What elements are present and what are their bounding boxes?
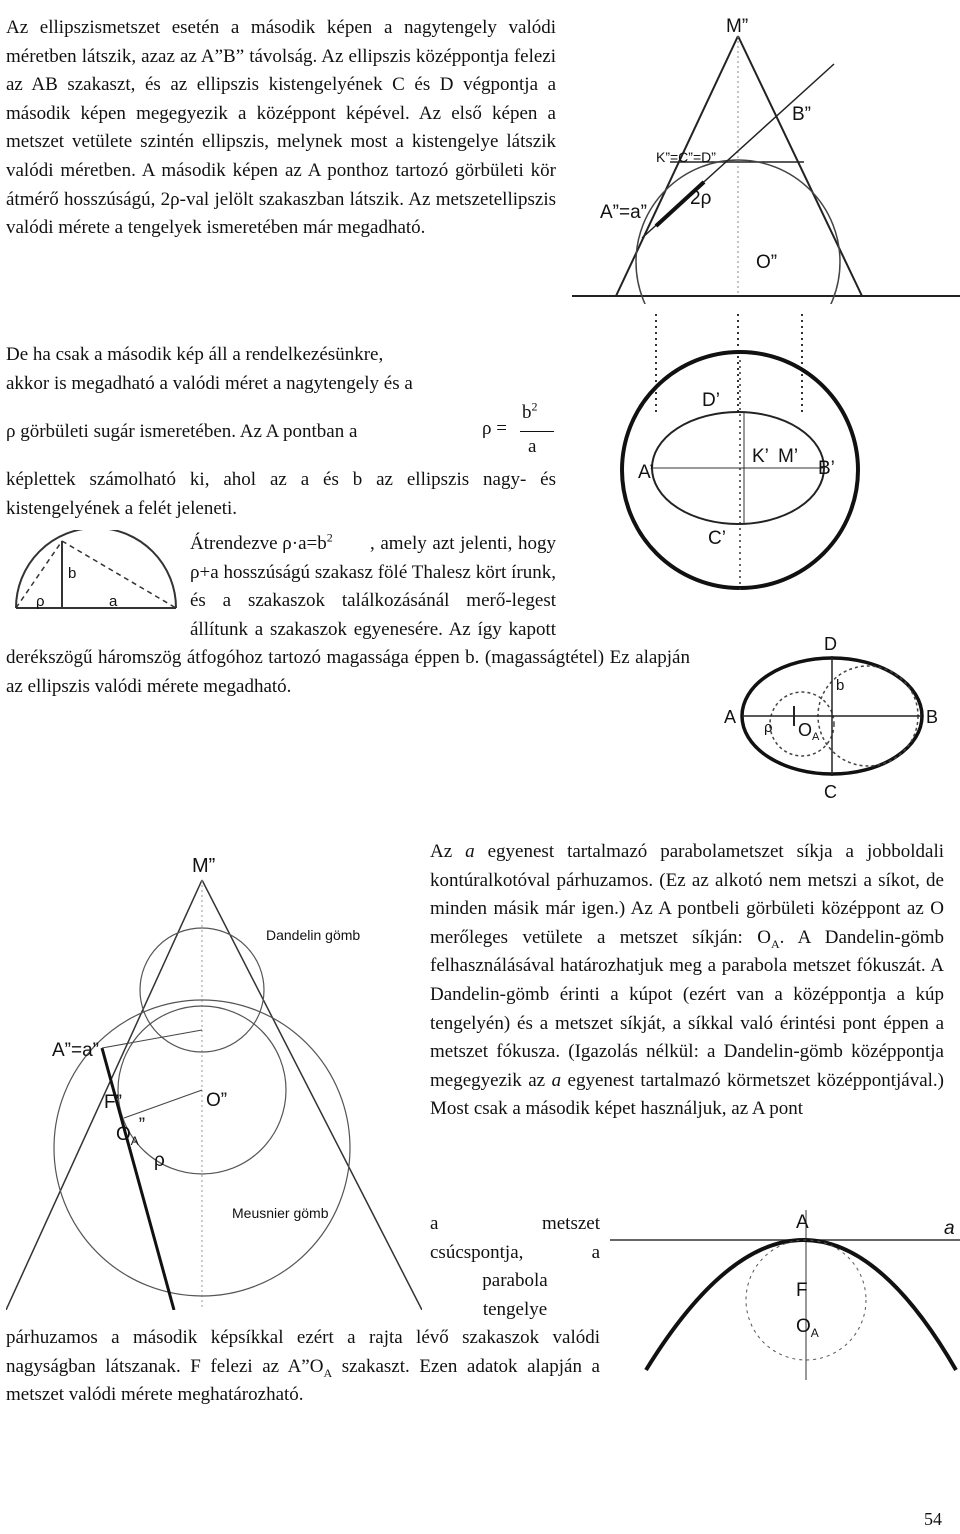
ellipse-section-cone-figure — [572, 4, 960, 304]
page-number: 54 — [924, 1509, 942, 1529]
short-line-3: parabola — [482, 1270, 548, 1292]
curvature-line1: De ha csak a második kép áll a rendelkezésünkre, — [6, 344, 384, 365]
parabola-text-c: . A Dandelin-gömb felhasználásával határozhatjuk meg a parabola metszet fókuszát. A Dandelin-gömb érinti a kúpot (ezért van a középpontja a kúp tengelyén) és a metszet síkját, a síkkal való érintési pont éppen a metszet fókusza. (Igazolás nélkül: a Dandelin-gömb középpontja megegyezik az — [430, 926, 944, 1091]
label-A: A”=a” — [52, 1040, 99, 1061]
short-line-4: tengelye — [482, 1298, 548, 1320]
label-2rho: 2ρ — [690, 188, 712, 209]
label-OA-main: O — [796, 1316, 811, 1337]
label-B: B’ — [818, 458, 835, 479]
curvature-line3 — [6, 418, 426, 447]
curvature-line3-text: ρ görbületi sugár ismeretében. Az A pontban a — [6, 421, 358, 442]
label-A: A — [724, 707, 737, 727]
label-D: D — [824, 634, 837, 654]
rearrange-exponent: 2 — [326, 530, 333, 545]
parabola-end-sub: A — [323, 1365, 333, 1380]
float-spacer — [6, 530, 190, 616]
label-b: b — [836, 677, 845, 694]
formula-numerator — [522, 399, 538, 424]
paragraph-ellipse-intro — [6, 14, 556, 243]
parabola-short-lines — [430, 1210, 600, 1324]
label-OA — [796, 1316, 819, 1340]
formula-lhs: ρ = — [482, 418, 507, 439]
formula-rho — [480, 398, 560, 468]
label-a: a — [944, 1218, 955, 1239]
label-A: A”=a” — [600, 202, 647, 223]
curvature-radius-line — [102, 1030, 202, 1048]
label-K: K”=C”=D” — [656, 149, 716, 165]
label-M: M” — [726, 16, 749, 37]
label-OA — [798, 720, 820, 743]
parabola-axis-a — [102, 1048, 174, 1310]
label-OA-main: O — [116, 1124, 131, 1145]
label-OA-sub: A — [130, 1134, 139, 1148]
paragraph-ellipse-intro-text: Az ellipszismetszet esetén a második képen a nagytengely valódi méretben látszik, azaz az A”B” távolság. Az ellipszis középpontja felezi az AB szakaszt, és az ellipszis kistengelyének C és D végpontja a második képen megegyezik a középpont képével. Az első képen a metszet vetülete szintén ellipszis, melynek most a kistengelye látszik valódi méretben. A második képen az A ponthoz tartozó görbületi kör átmérő hosszúságú, 2ρ-val jelölt szakaszban látszik. Az metszetellipszis valódi mérete a tengelyek ismeretében már megadható. — [6, 17, 556, 239]
true-size-ellipse-figure — [718, 628, 950, 806]
label-K: K’ — [752, 446, 769, 467]
paragraph-parabola — [430, 838, 944, 1124]
label-b: b — [68, 565, 77, 582]
parabola-true-size-figure — [610, 1200, 960, 1380]
label-C: C’ — [708, 528, 726, 549]
label-OA-sub: A — [810, 1326, 819, 1340]
paragraph-curvature — [6, 341, 556, 398]
rearrange-text-a: Átrendezve ρ·a=b — [190, 533, 327, 554]
cone-left-contour — [616, 36, 738, 296]
formula-denominator: a — [528, 436, 537, 457]
label-M: M” — [192, 855, 216, 877]
first-image-circle-figure — [620, 330, 920, 620]
short-line-2: csúcspontja, a — [430, 1241, 600, 1263]
paragraph-formula-explanation-text: képlettek számolható ki, ahol az a és b az ellipszis nagy- és kistengelyének a felét jeleneti. — [6, 469, 556, 519]
label-A: A’ — [638, 462, 654, 483]
parabola-italic-a2: a — [551, 1069, 562, 1091]
label-dandelin: Dandelin gömb — [266, 927, 361, 943]
label-rho: ρ — [154, 1150, 165, 1171]
label-M: M’ — [778, 446, 799, 467]
paragraph-parabola-end — [6, 1324, 600, 1410]
label-meusnier: Meusnier gömb — [232, 1205, 329, 1221]
formula-num-text: b — [522, 402, 532, 423]
label-A: A — [796, 1212, 809, 1233]
label-a: a — [109, 593, 118, 610]
label-C: C — [824, 782, 837, 802]
paragraph-formula-explanation — [6, 466, 556, 523]
cone-right-contour — [202, 880, 422, 1310]
parabola-section-cone-figure — [6, 840, 422, 1310]
parabola-text-a: Az — [430, 841, 466, 862]
parabola-end-text-a: párhuzamos a második képsíkkal ezért a rajta lévő szakaszok valódi nagyságban látszanak. F felezi az A”O — [6, 1327, 600, 1377]
focus-line — [124, 1090, 202, 1118]
label-F: F — [796, 1280, 808, 1301]
parabola-text-b: egyenest tartalmazó parabolametszet síkja a jobboldali kontúralkotóval párhuzamos. (Ez az alkotó nem metszi a síkot, de minden másik már igen.) Az A pontbeli görbületi középpont az O merőleges vetülete a metszet síkján: O — [430, 841, 944, 948]
parabola-sub-a: A — [770, 936, 780, 951]
label-rho: ρ — [36, 593, 45, 610]
parabola-italic-a: a — [465, 841, 475, 862]
label-O: O” — [206, 1090, 228, 1111]
label-rho: ρ — [764, 719, 773, 736]
label-B: B” — [792, 104, 811, 125]
label-O: O” — [756, 252, 778, 273]
label-D: D’ — [702, 390, 720, 411]
label-B: B — [926, 707, 939, 727]
label-OA-main: O — [798, 720, 813, 740]
label-F: F” — [104, 1092, 122, 1113]
short-line-1: a metszet — [430, 1213, 600, 1234]
thales-body-text: , amely azt jelenti, hogy ρ+a hosszúságú szakasz fölé Thalesz kört írunk, és a szakaszok találkozásánál merő-legest állítunk a szakaszok egyenesére. Az így kapott derékszögű háromszög átfogóhoz tartozó magassága éppen b. (magasságtétel) Ez alapján az ellipszis valódi mérete megadható. — [6, 533, 690, 697]
parabola-text-d: egyenest tartalmazó körmetszet középpontjával.) Most csak a második képet használjuk, az A pont — [430, 1069, 945, 1120]
paragraph-thales-body — [6, 530, 690, 702]
parabola-end-text-b: szakaszt. Ezen adatok alapján a metszet valódi mérete meghatározható. — [6, 1355, 600, 1406]
curvature-line2: akkor is megadható a valódi méret a nagytengely és a — [6, 372, 413, 394]
parabola-curve — [646, 1240, 956, 1370]
fraction-bar — [520, 431, 554, 432]
label-OA-prime: ” — [138, 1115, 146, 1136]
label-OA-sub: A — [812, 731, 820, 743]
formula-exponent: 2 — [531, 399, 538, 414]
